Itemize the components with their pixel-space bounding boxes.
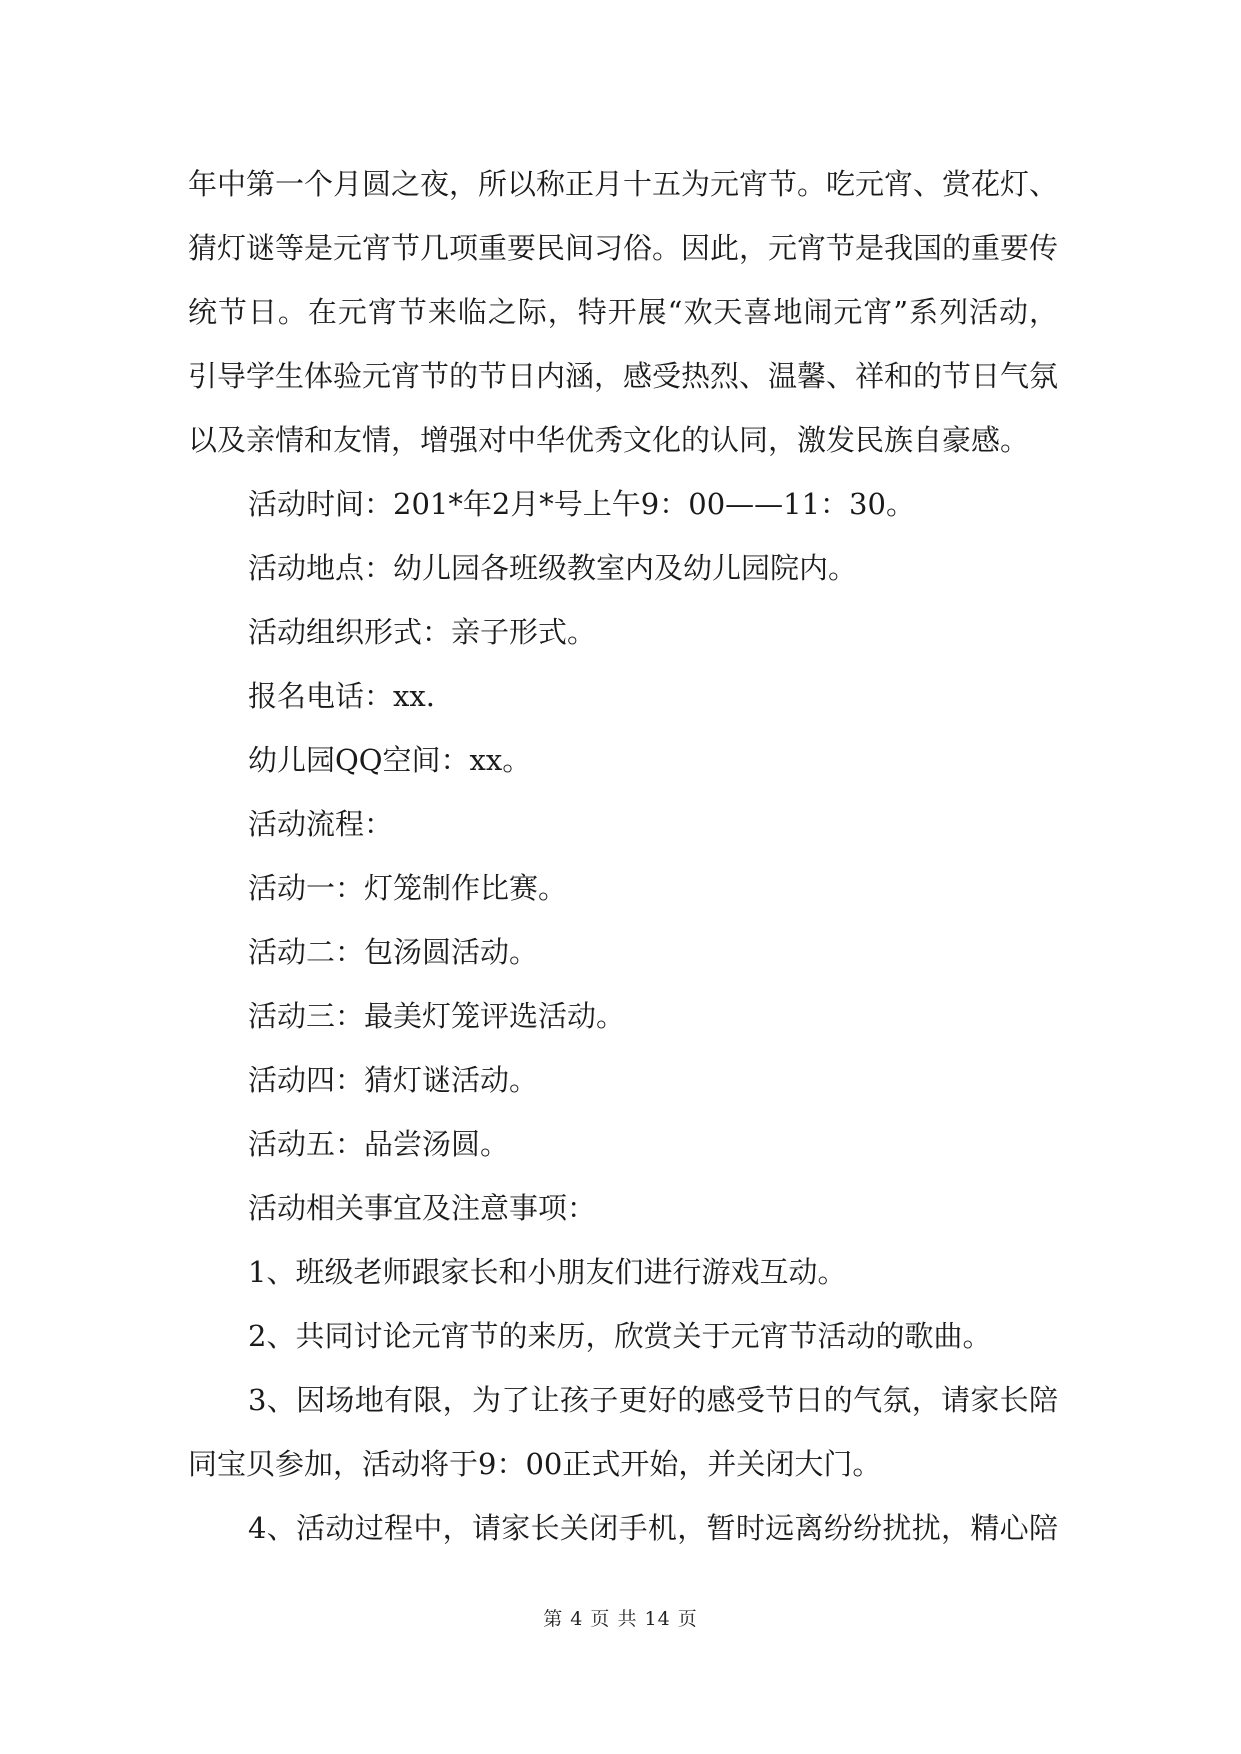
activity-place: 活动地点：幼儿园各班级教室内及幼儿园院内。: [248, 551, 858, 585]
intro-line: 以及亲情和友情，增强对中华优秀文化的认同，激发民族自豪感。: [188, 423, 1030, 457]
document-body: [188, 152, 1058, 1560]
process-heading: 活动流程：: [248, 807, 394, 841]
process-item: 活动四：猜灯谜活动。: [248, 1063, 539, 1097]
activity-time: 活动时间：201*年2月*号上午9：00——11：30。: [248, 487, 915, 521]
signup-phone: 报名电话：xx.: [248, 679, 435, 713]
process-item: 活动二：包汤圆活动。: [248, 935, 539, 969]
page-number-footer: 第 4 页 共 14 页: [543, 1608, 698, 1630]
intro-line: 猜灯谜等是元宵节几项重要民间习俗。因此，元宵节是我国的重要传: [188, 231, 1058, 265]
note-item-continued: 同宝贝参加，活动将于9：00正式开始，并关闭大门。: [188, 1447, 882, 1481]
note-item: 3、因场地有限，为了让孩子更好的感受节日的气氛，请家长陪: [248, 1383, 1058, 1417]
note-item: 1、班级老师跟家长和小朋友们进行游戏互动。: [248, 1255, 847, 1289]
activity-form: 活动组织形式：亲子形式。: [248, 615, 597, 649]
qq-space: 幼儿园QQ空间：xx。: [248, 743, 532, 777]
notes-heading: 活动相关事宜及注意事项：: [248, 1191, 597, 1225]
process-item: 活动五：品尝汤圆。: [248, 1127, 510, 1161]
intro-line: 引导学生体验元宵节的节日内涵，感受热烈、温馨、祥和的节日气氛: [188, 359, 1058, 393]
note-item: 4、活动过程中，请家长关闭手机，暂时远离纷纷扰扰，精心陪: [248, 1511, 1058, 1545]
intro-line: 统节日。在元宵节来临之际，特开展“欢天喜地闹元宵”系列活动，: [188, 295, 1058, 329]
note-item: 2、共同讨论元宵节的来历，欣赏关于元宵节活动的歌曲。: [248, 1319, 992, 1353]
intro-line: 年中第一个月圆之夜，所以称正月十五为元宵节。吃元宵、赏花灯、: [188, 167, 1058, 201]
process-item: 活动一：灯笼制作比赛。: [248, 871, 568, 905]
process-item: 活动三：最美灯笼评选活动。: [248, 999, 626, 1033]
